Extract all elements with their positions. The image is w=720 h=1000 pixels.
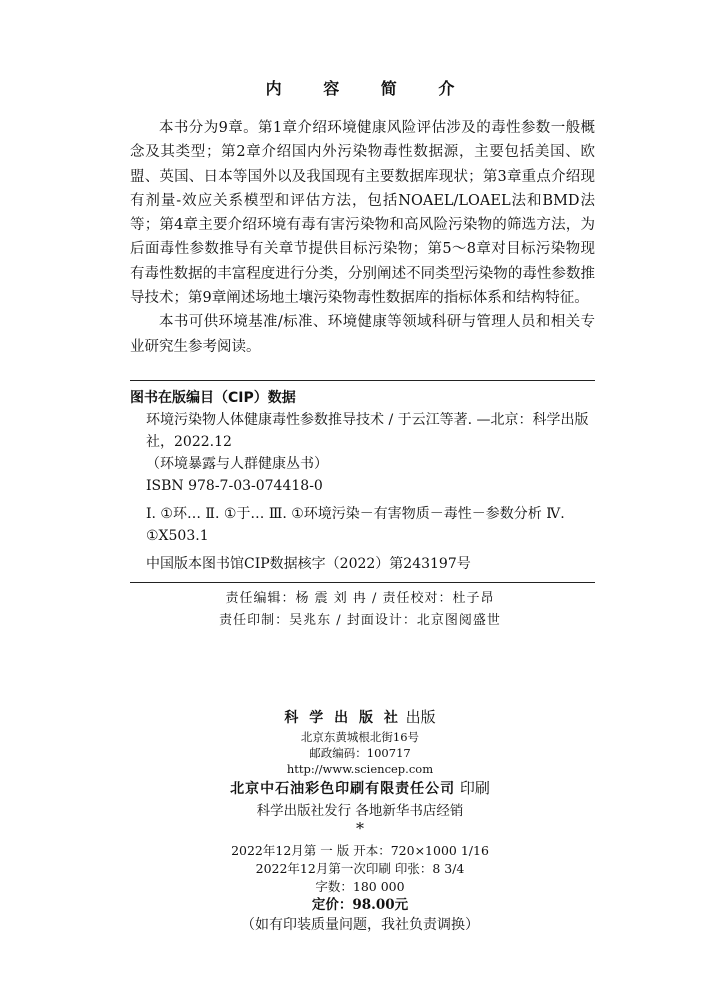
publisher-postcode: 邮政编码：100717 xyxy=(309,746,411,760)
publisher-name: 科 学 出 版 社 xyxy=(284,710,401,726)
credits-line-editors: 责任编辑：杨 震 刘 冉 / 责任校对：杜子昂 xyxy=(225,591,495,606)
cip-data-block xyxy=(130,380,595,583)
content-summary xyxy=(130,116,595,359)
printing-line: 2022年12月第一次印刷 印张：8 3/4 xyxy=(255,861,465,876)
publication-info xyxy=(0,706,720,936)
cip-verification: 中国版本图书馆CIP数据核字（2022）第243197号 xyxy=(146,556,471,572)
cip-series: （环境暴露与人群健康丛书） xyxy=(146,456,328,472)
cip-isbn: ISBN 978-7-03-074418-0 xyxy=(146,478,323,494)
summary-paragraph: 本书可供环境基准/标准、环境健康等领域科研与管理人员和相关专业研究生参考阅读。 xyxy=(130,314,595,355)
separator-star: * xyxy=(356,819,364,838)
cip-record: 环境污染物人体健康毒性参数推导技术 / 于云江等著. —北京：科学出版社，2022.12 xyxy=(146,412,589,450)
edition-line: 2022年12月第 一 版 开本：720×1000 1/16 xyxy=(231,843,489,858)
summary-paragraph: 本书分为9章。第1章介绍环境健康风险评估涉及的毒性参数一般概念及其类型；第2章介绍国内外污染物毒性数据源，主要包括美国、欧盟、英国、日本等国外以及我国现有主要数据库现状；第3章重点介绍现有剂量-效应关系模型和评估方法，包括NOAEL/LOAEL法和BMD法等；第4章主要介绍环境有毒有害污染物和高风险污染物的筛选方法，为后面毒性参数推导有关章节提供目标污染物；第5～8章对目标污染物现有毒性数据的丰富程度进行分类，分别阐述不同类型污染物的毒性参数推导技术；第9章阐述场地土壤污染物毒性数据库的指标体系和结构特征。 xyxy=(130,120,595,307)
publisher-suffix: 出版 xyxy=(405,708,436,726)
word-count: 字数：180 000 xyxy=(315,879,405,894)
cip-heading: 图书在版编目（CIP）数据 xyxy=(130,390,296,406)
price: 定价：98.00元 xyxy=(311,897,409,913)
publisher-website: http://www.sciencep.com xyxy=(286,762,434,776)
page-title: 内 容 简 介 xyxy=(265,79,473,98)
quality-notice: （如有印装质量问题，我社负责调换） xyxy=(241,917,479,933)
publisher-line xyxy=(0,706,720,729)
cip-classification: Ⅰ. ①环… Ⅱ. ①于… Ⅲ. ①环境污染－有害物质－毒性－参数分析 Ⅳ. ①X503.1 xyxy=(146,506,565,544)
distribution-line: 科学出版社发行 各地新华书店经销 xyxy=(256,803,464,819)
printer-suffix: 印刷 xyxy=(459,779,490,797)
credits-line-production: 责任印制：吴兆东 / 封面设计：北京图阅盛世 xyxy=(219,613,501,628)
editor-credits xyxy=(0,588,720,632)
printer-line xyxy=(0,777,720,800)
printer-name: 北京中石油彩色印刷有限责任公司 xyxy=(230,781,456,797)
publisher-address: 北京东黄城根北街16号 xyxy=(300,730,420,744)
